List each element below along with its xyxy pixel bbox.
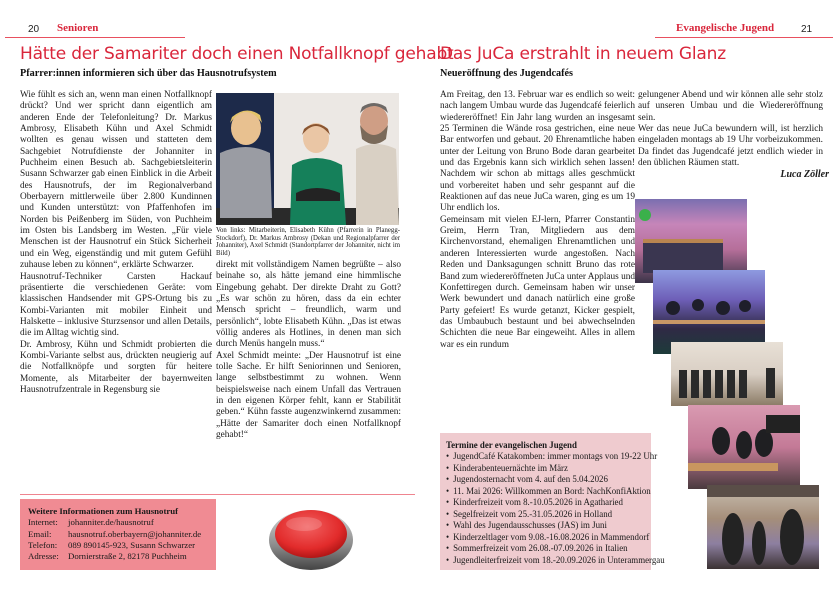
email-link[interactable]: hausnotruf.oberbayern@johanniter.de [68,528,202,539]
paragraph: gelungener Abend und wir können alle sehr stolz auf unseren Umbau und die Wiedereröffnung sein. [638,90,823,123]
paragraph: Wie fühlt es sich an, wenn man einen Notfallknopf drückt? Und wer spricht dann eigentlich am anderen Ende der Telefonleitung? Dr. Markus Ambrosy, Elisabeth Kühn und Axel Schmidt wollten es genau wissen und statteten dem Sachgebiet Notrufdienste der Johanniter in Puchheim einen Besuch ab. Sachgebietsleiterin Susann Schwarzer gab einen Einblick in die Arbeit des Hausnotrufs, der im Regionalverband Oberbayern mittlerweile über 2.800 Kundinnen und Kunden unterstützt: von Pfaffenhofen im Norden bis Peißenberg im Süden, von Puchheim im Osten bis Landsberg im Westen. „Für viele Menschen ist der Hausnotruf ein Stück Sicherheit und ein Weg, eigenständig und mit gutem Gefühl zuhause leben zu können“, erklärte Schwarzer. [20,90,212,271]
header-rule-right [655,37,833,38]
address: Dornierstraße 2, 82178 Puchheim [68,551,187,562]
page-number-right: 21 [801,24,813,35]
paragraph: direkt mit vollständigem Namen begrüßte – also beinahe so, als hätte jemand eine himmlische Eingebung gehabt. Der direkte Draht zu Gott? „Es war schön zu hören, dass da ein echter Mensch spricht – freundlich, warm und persönlich“, lobte Elisabeth Kühn. „Das ist etwas völlig anderes als Hotlines, in denen man sich durch Menüs hangeln muss.“ [216,260,401,350]
events-list [446,451,665,566]
info-row-phone: Telefon: 089 890145-923, Susann Schwarzer [28,539,196,550]
article-column-1-left [20,90,212,396]
info-row-address: Adresse: Dornierstraße 2, 82178 Puchheim [28,551,187,562]
article-column-1-right [440,90,635,351]
event-item: • Kinderfreizeit vom 8.-10.05.2026 in Agatharied [446,497,645,508]
paragraph: Hausnotruf-Techniker Carsten Hackauf präsentierte die verschiedenen Geräte: vom klassischen Handsender mit GPS-Ortung bis zu Kombi-Varianten mit mobiler Einheit und Halskette – inklusive Sturzsensor und allen Details, die im Alltag wichtig sind. [20,271,212,339]
article-author: Luca Zöller [780,169,829,181]
photo-three-guests [688,405,800,489]
header-rule-left [5,37,185,38]
events-title: Termine der evangelischen Jugend [446,440,577,450]
photo-caption: Von links: Mitarbeiterin, Elisabeth Kühn (Pfarrerin in Planegg-Stockdorf), Dr. Markus Ambrosy (Dekan und Regionalpfarrer der Johanniter), Axel Schmidt (Standortpfarrer der Johanniter, nicht im Bild) [216,227,400,257]
event-item: • Jugendosternacht vom 4. auf den 5.04.2026 [446,474,645,485]
event-item: • Kinderabenteuernächte im März [446,463,645,474]
event-item: • Sommerfreizeit vom 26.08.-07.09.2026 in Italien [446,543,645,554]
section-label-left: Senioren [57,22,99,34]
headline-right: Das JuCa erstrahlt in neuem Glanz [440,44,726,64]
website-link[interactable]: johanniter.de/hausnotruf [68,517,154,528]
page-number-left: 20 [28,24,40,35]
photo-group-speech [671,342,783,406]
info-row-email: Email: hausnotruf.oberbayern@johanniter.de [28,528,202,539]
info-box-title: Weitere Informationen zum Hausnotruf [28,506,179,516]
phone-number: 089 890145-923, Susann Schwarzer [68,539,196,550]
subheadline-left: Pfarrer:innen informieren sich über das Hausnotrufsystem [20,68,277,79]
photo-people-illustration [216,93,399,225]
divider-line [20,494,415,495]
photo-hallway-guests [707,485,819,569]
paragraph: Gemeinsam mit vielen EJ-lern, Pfarrer Constantin Greim, Herrn Tran, Mitgliedern aus dem Kirchenvorstand, ehemaligen Ehrenamtlichen und anderen Interessierten wurde angestoßen. Nach Reden und Danksagungen schnitt Bruno das rote Band zum wiedereröffneten JuCa unter Applaus und Konfettiregen durch. Gemeinsam haben wir unser Werk bewundert und danach natürlich eine große Party gefeiert! Es wurde getanzt, Kicker gespielt, das Umbaubuch bestaunt und bei abwechselnden Schichten die neue Bar eingeweiht. Alles in allem war es ein rundum [440,214,636,350]
article-column-2-right [638,90,829,181]
event-item: • Jugendleiterfreizeit vom 18.-20.09.2026 in Unterammergau [446,555,645,566]
event-item: • Segelfreizeit vom 25.-31.05.2026 in Holland [446,509,645,520]
events-box [440,433,665,570]
emergency-button-icon [268,500,354,572]
event-item: • Wahl des Jugendausschusses (JAS) im Juni [446,520,645,531]
event-item: • JugendCafé Katakomben: immer montags von 19-22 Uhr [446,451,645,462]
paragraph: Am Freitag, den 13. Februar war es endlich so weit: nach langem Umbau wurde das Jugendcafé feierlich wiedereröffnet! Ein Jahr lang wurden an insgesamt 25 Terminen die Wände rosa gestrichen, eine neue Bar entworfen und gebaut. 20 Ehrenamtliche haben unter der Leitung von Bruno Bode daran gearbeitet und das Ergebnis kann sich wirklich sehen lassen! Nachdem wir schon ab mittags alles geschmückt und vorbereitet haben und sehr gespannt auf die Reaktionen auf das neue JuCa waren, ging es um 19 Uhr endlich los. [440,90,635,214]
paragraph: Wer das neue JuCa bewundern will, ist herzlich eingeladen montags ab 19 Uhr vorbeizukommen. Da findet das Jugendcafé jetzt endlich wieder in den üblichen Räumen statt. [638,124,823,169]
info-row-internet: Internet: johanniter.de/hausnotruf [28,517,154,528]
info-box-hausnotruf [20,499,216,570]
headline-left: Hätte der Samariter doch einen Notfallknopf gehabt [20,44,454,64]
article-column-2-left [216,260,401,442]
subheadline-right: Neueröffnung des Jugendcafés [440,68,574,79]
event-item: • 11. Mai 2026: Willkommen an Bord: NachKonfiAktion [446,486,645,497]
section-label-right: Evangelische Jugend [676,22,775,34]
paragraph: Dr. Ambrosy, Kühn und Schmidt probierten die Kombi-Variante selbst aus, drückten neugierig auf die Notfallknöpfe und sorgten für heitere Momente, als Mitarbeiter der bayernweiten Hausnotrufzentrale in Regensburg sie [20,339,212,395]
paragraph: Axel Schmidt meinte: „Der Hausnotruf ist eine tolle Sache. Er hilft Seniorinnen und Senioren, lange selbstbestimmt zu wohnen. Wenn beispielsweise nach einem Unfall das Vertrauen in den eigenen Körper fehlt, kann er Stabilität geben.“ Kühn fasste augenzwinkernd zusammen: „Hätte der Samariter doch einen Notfallknopf gehabt!“ [216,350,401,441]
event-item: • Kinderzeltlager vom 9.08.-16.08.2026 in Mammendorf [446,532,645,543]
article-photo-seniors [216,93,399,225]
